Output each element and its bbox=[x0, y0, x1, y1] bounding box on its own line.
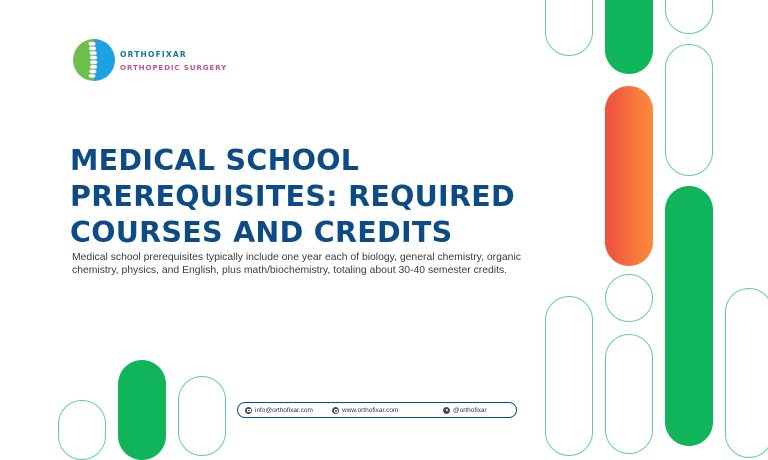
article-summary: Medical school prerequisites typically include one year each of biology, general chemistry, organic chemistry, physics, and English, plus math/biochemistry, totaling about 30-40 semester credits. bbox=[72, 252, 521, 276]
globe-icon bbox=[332, 407, 339, 414]
decorative-pill bbox=[665, 0, 713, 34]
decorative-pill bbox=[605, 86, 653, 266]
decorative-pill bbox=[665, 186, 713, 446]
contact-bar bbox=[237, 402, 517, 418]
contact-website[interactable] bbox=[332, 405, 398, 416]
contact-email-text: info@orthofixar.com bbox=[255, 407, 313, 414]
decorative-pill bbox=[545, 296, 593, 456]
brand-tagline: ORTHOPEDIC SURGERY bbox=[120, 63, 228, 72]
decorative-pill bbox=[605, 0, 653, 74]
contact-email[interactable] bbox=[245, 405, 313, 416]
decorative-circle bbox=[605, 274, 653, 322]
brand-name: ORTHOFIXAR bbox=[120, 50, 187, 59]
decorative-pill bbox=[545, 0, 593, 56]
brand-logo[interactable] bbox=[72, 37, 232, 85]
user-icon bbox=[443, 407, 450, 414]
contact-website-text: www.orthofixar.com bbox=[342, 407, 399, 414]
decorative-pill bbox=[58, 400, 106, 460]
decorative-pill bbox=[178, 376, 226, 456]
contact-handle-text: @orthofixar bbox=[453, 407, 487, 414]
decorative-pill bbox=[665, 44, 713, 176]
contact-handle[interactable] bbox=[443, 405, 487, 416]
email-icon bbox=[245, 407, 252, 414]
decorative-pill bbox=[725, 288, 768, 458]
spine-logo-icon bbox=[72, 37, 116, 83]
decorative-pill bbox=[605, 334, 653, 454]
decorative-pill bbox=[118, 360, 166, 460]
page-title: MEDICAL SCHOOL PREREQUISITES: REQUIRED COURSES AND CREDITS bbox=[70, 144, 515, 249]
